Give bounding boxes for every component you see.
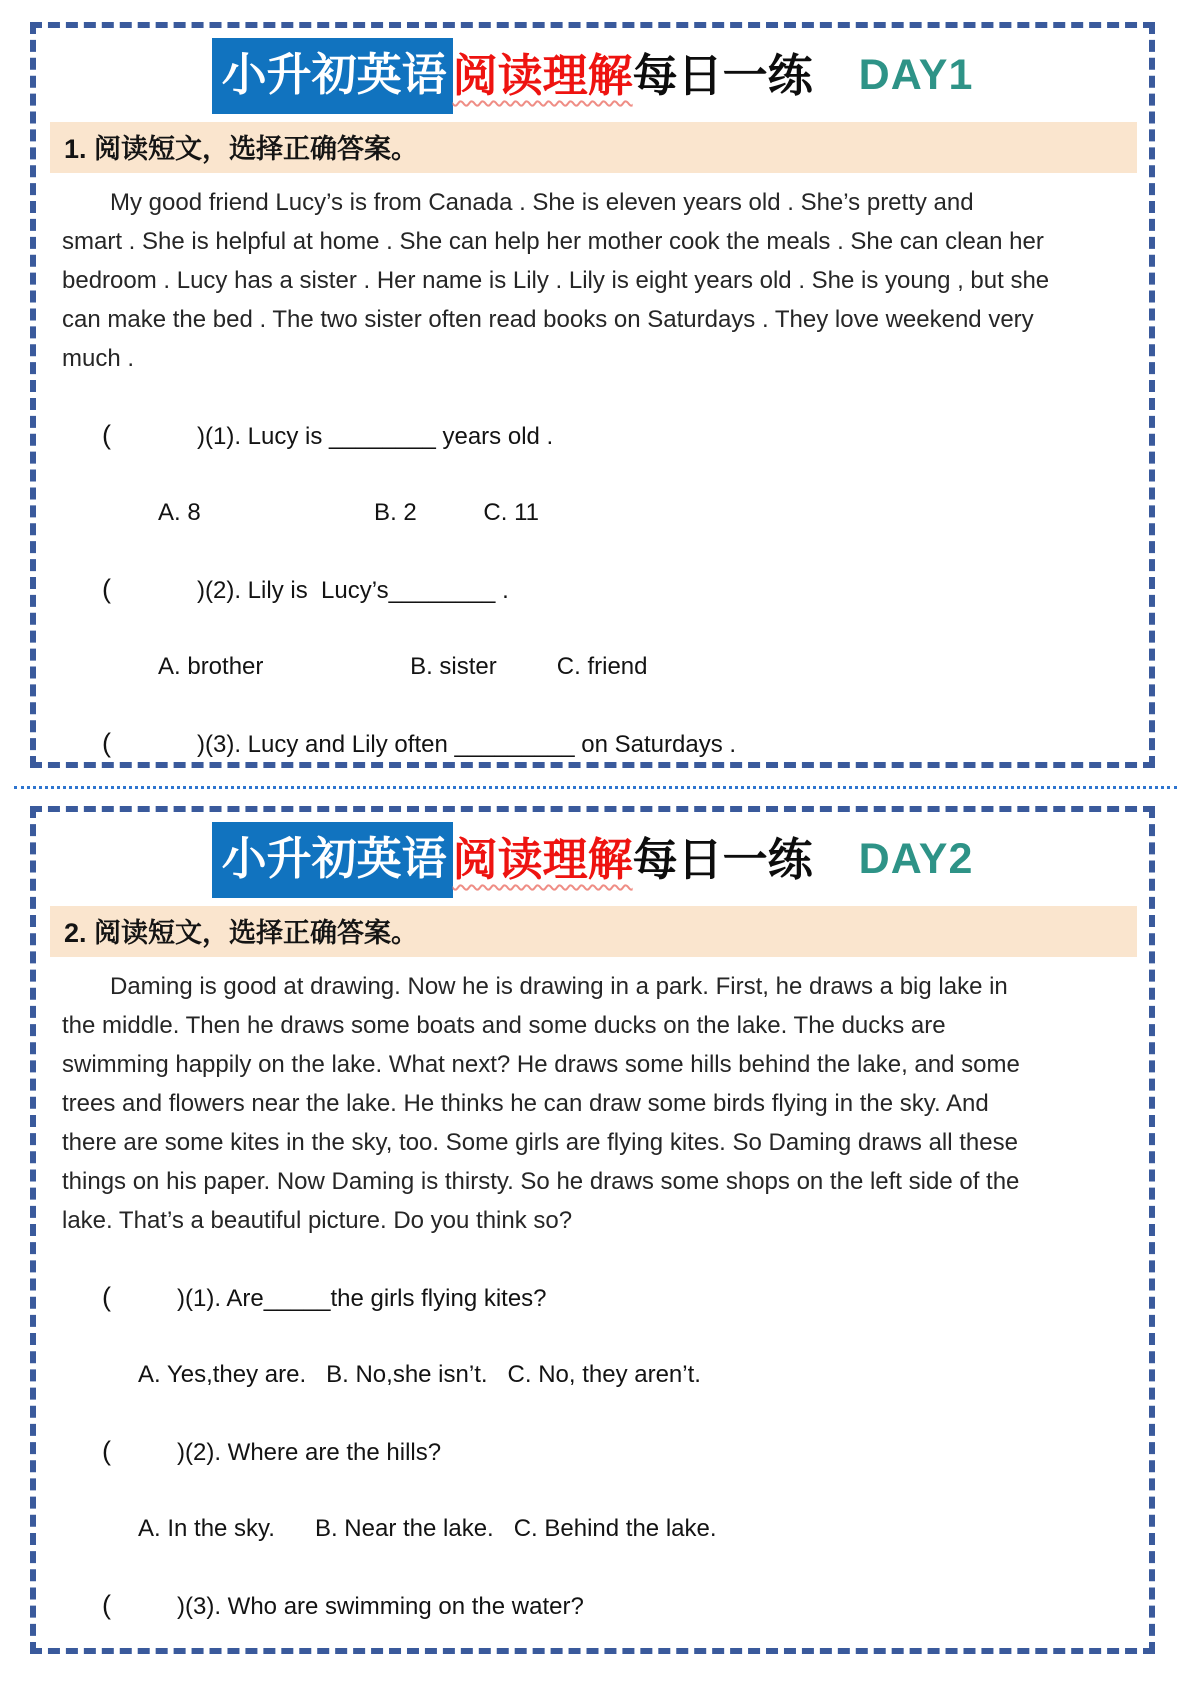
passage-line: lake. That’s a beautiful picture. Do you think so?	[62, 1207, 573, 1235]
brand-badge: 小升初英语	[212, 38, 453, 114]
question-list	[36, 1240, 1149, 1654]
task-title-bar: 1. 阅读短文，选择正确答案。	[50, 122, 1137, 173]
question-stem: )(3). Who are swimming on the water?	[177, 1593, 584, 1621]
question-stem-row	[62, 686, 1129, 768]
passage	[36, 967, 1149, 1240]
topic-highlight: 阅读理解	[452, 834, 633, 885]
answer-paren: (	[102, 1590, 112, 1621]
passage-line: things on his paper. Now Daming is thirsty. So he draws some shops on the left side of the	[62, 1168, 1020, 1196]
options-line: A. In the sky. B. Near the lake. C. Behind the lake.	[138, 1515, 717, 1543]
header-tail: 每日一练	[632, 50, 813, 101]
question-stem-row	[62, 532, 1129, 648]
answer-paren: (	[102, 1282, 112, 1313]
passage	[36, 183, 1149, 378]
answer-paren: (	[102, 420, 112, 451]
options-line: A. Yes,they are. B. No,she isn’t. C. No, they aren’t.	[138, 1361, 701, 1389]
sheet-divider-line	[14, 786, 1177, 789]
topic-highlight: 阅读理解	[452, 50, 633, 101]
header-banner	[36, 38, 1149, 114]
passage-line: trees and flowers near the lake. He thinks he can draw some birds flying in the sky. And	[62, 1090, 989, 1118]
day-label: DAY1	[858, 51, 974, 100]
question-stem: )(3). Lucy and Lily often _________ on Saturdays .	[197, 731, 737, 759]
header-tail: 每日一练	[632, 834, 813, 885]
question-list	[36, 378, 1149, 768]
answer-paren: (	[102, 728, 112, 759]
question-stem-row	[62, 378, 1129, 494]
passage-line: bedroom . Lucy has a sister . Her name is Lily . Lily is eight years old . She is young , but she	[62, 267, 1050, 295]
question-stem-row	[62, 1240, 1129, 1356]
passage-line: smart . She is helpful at home . She can help her mother cook the meals . She can clean her	[62, 228, 1044, 256]
day-label: DAY2	[858, 835, 974, 884]
passage-line: much .	[62, 345, 135, 373]
worksheet-day1	[30, 22, 1155, 768]
passage-line: Daming is good at drawing. Now he is drawing in a park. First, he draws a big lake in	[110, 973, 1008, 1001]
options-line: A. brother B. sister C. friend	[158, 653, 648, 681]
question-stem-row	[62, 1548, 1129, 1654]
worksheet-day2	[30, 806, 1155, 1654]
passage-line: can make the bed . The two sister often read books on Saturdays . They love weekend very	[62, 306, 1034, 334]
passage-line: swimming happily on the lake. What next? He draws some hills behind the lake, and some	[62, 1051, 1020, 1079]
options-line: A. 8 B. 2 C. 11	[158, 499, 540, 527]
question-stem: )(2). Lily is Lucy’s________ .	[197, 577, 509, 605]
brand-badge: 小升初英语	[212, 822, 453, 898]
answer-paren: (	[102, 574, 112, 605]
passage-line: My good friend Lucy’s is from Canada . She is eleven years old . She’s pretty and	[110, 189, 974, 217]
task-title-bar: 2. 阅读短文，选择正确答案。	[50, 906, 1137, 957]
passage-line: the middle. Then he draws some boats and some ducks on the lake. The ducks are	[62, 1012, 946, 1040]
header-banner	[36, 822, 1149, 898]
question-stem: )(2). Where are the hills?	[177, 1439, 442, 1467]
question-stem: )(1). Lucy is ________ years old .	[197, 423, 554, 451]
answer-paren: (	[102, 1436, 112, 1467]
question-stem: )(1). Are_____the girls flying kites?	[177, 1285, 547, 1313]
question-stem-row	[62, 1394, 1129, 1510]
passage-line: there are some kites in the sky, too. Some girls are flying kites. So Daming draws all these	[62, 1129, 1018, 1157]
